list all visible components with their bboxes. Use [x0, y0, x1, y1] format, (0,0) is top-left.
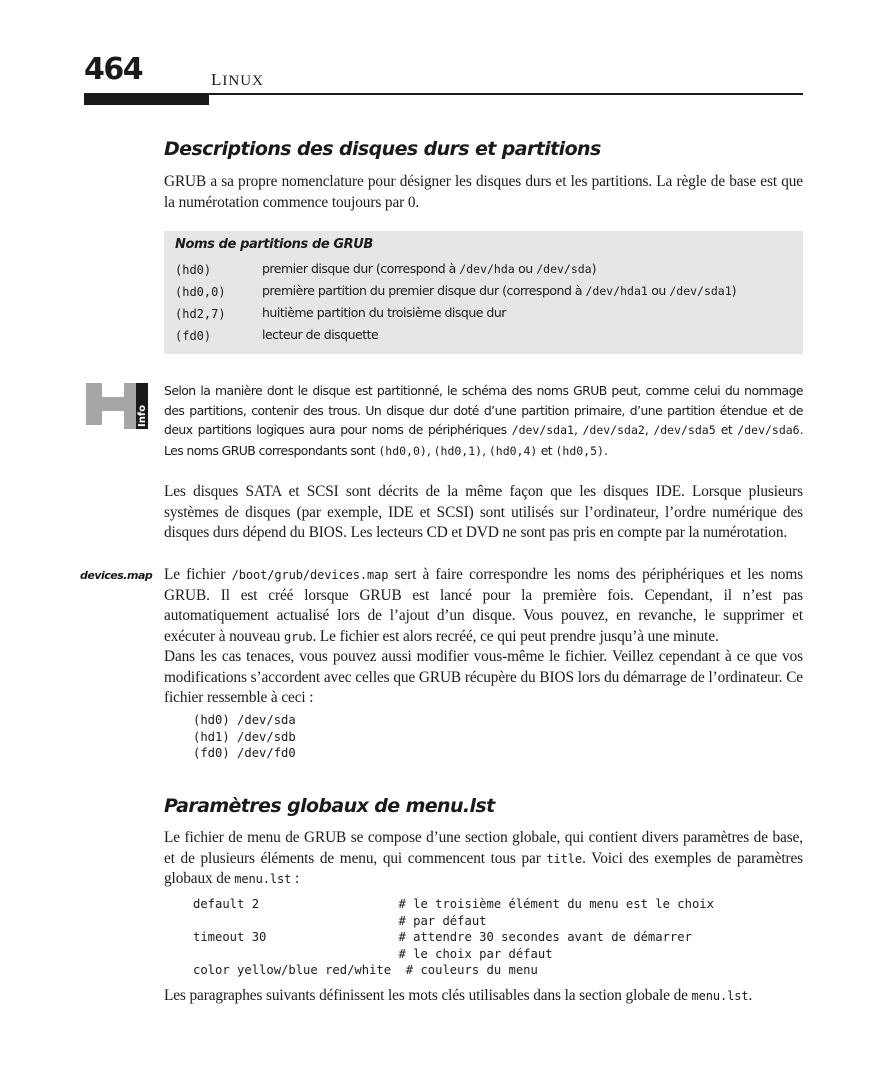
menu-intro-paragraph [164, 828, 803, 890]
section-title: Paramètres globaux de menu.lst [164, 795, 495, 817]
paragraph: Dans les cas tenaces, vous pouvez aussi modifier vous-même le fichier. Veillez cependant à ce que vos modifications s’accordent avec celles que GRUB récupère du BIOS lors du démarrage de l’ordinateur. Ce fichier ressemble à ceci : [164, 648, 803, 706]
closing-paragraph [164, 986, 803, 1007]
section-title: Descriptions des disques durs et partitions [164, 138, 601, 160]
intro-paragraph [164, 172, 803, 213]
table-key: (hd0,0) [175, 285, 226, 299]
page-number: 464 [84, 52, 143, 87]
tenaces-paragraph [164, 647, 803, 709]
table-title: Noms de partitions de GRUB [175, 237, 373, 252]
margin-note: devices.map [80, 569, 153, 582]
table-key: (hd2,7) [175, 307, 226, 321]
paragraph: Le fichier /boot/grub/devices.map sert à faire correspondre les noms des périphériques et les noms GRUB. Il est créé lorsque GRUB est lancé pour la première fois. Cependant, il n’est pas automatiquement actualisé lors de l’ajout d’un disque. Vous pouvez, en revanche, le supprimer et exécuter à nouveau grub. Le fichier est alors recréé, ce qui peut prendre jusqu’à une minute. [164, 566, 803, 645]
section-heading-menu [164, 795, 803, 817]
code-block-devices [193, 712, 793, 762]
code-block-menu [193, 896, 793, 979]
paragraph: Les paragraphes suivants définissent les mots clés utilisables dans la section globale de menu.lst. [164, 987, 753, 1004]
paragraph: Le fichier de menu de GRUB se compose d’une section globale, qui contient divers paramètres de base, et de plusieurs éléments de menu, qui commencent tous par title. Voici des exemples de paramètres globaux de menu.lst : [164, 829, 803, 887]
devices-paragraph [164, 565, 803, 647]
paragraph: GRUB a sa propre nomenclature pour désigner les disques durs et les partitions. La règle de base est que la numérotation commence toujours par 0. [164, 173, 803, 211]
table-key: (hd0) [175, 263, 212, 277]
running-head: LINUX [211, 70, 264, 89]
paragraph: Les disques SATA et SCSI sont décrits de la même façon que les disques IDE. Lorsque plusieurs systèmes de disques (par exemple, IDE et SCSI) sont utilisés sur l’ordinateur, l’ordre numérique des disques durs dépend du BIOS. Les lecteurs CD et DVD ne sont pas pris en compte par la numérotation. [164, 483, 803, 541]
section-heading-disks [164, 138, 803, 160]
code-text: (hd0) /dev/sda (hd1) /dev/sdb (fd0) /dev/fd0 [193, 713, 296, 760]
table-value: première partition du premier disque dur (correspond à /dev/hda1 ou /dev/sda1) [262, 283, 737, 298]
info-icon-label: Info [137, 404, 148, 427]
table-value: lecteur de disquette [262, 327, 379, 342]
grub-names-table [164, 231, 803, 354]
sata-paragraph [164, 482, 803, 544]
code-text: default 2 # le troisième élément du menu est le choix # par défaut timeout 30 # attendre 30 secondes avant de démarrer # le choix par défaut color yellow/blue red/white # couleurs du menu [193, 897, 714, 977]
table-value: premier disque dur (correspond à /dev/hda ou /dev/sda) [262, 261, 596, 276]
table-key: (fd0) [175, 329, 212, 343]
info-icon [86, 383, 148, 429]
header-rule-tab [84, 95, 209, 105]
info-note: Selon la manière dont le disque est partitionné, le schéma des noms GRUB peut, comme celui du nommage des partitions, contenir des trous. Un disque dur doté d’une partition primaire, d’une partition étendue et de deux partitions logiques aura pour noms de périphériques /dev/sda1, /dev/sda2, /dev/sda5 et /dev/sda6. Les noms GRUB correspondants sont (hd0,0), (hd0,1), (hd0,4) et (hd0,5). [164, 383, 803, 458]
table-value: huitième partition du troisième disque dur [262, 305, 506, 320]
